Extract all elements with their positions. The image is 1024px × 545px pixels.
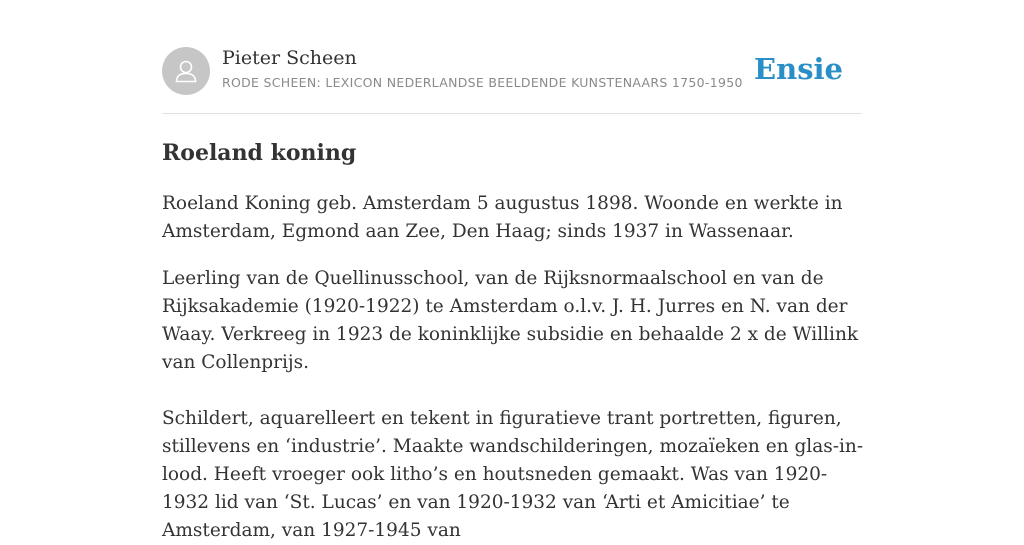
ensie-logo[interactable]: Ensie: [754, 52, 843, 86]
paragraph-2: Leerling van de Quellinusschool, van de Rijksnormaalschool en van de Rijksakademie (1920-1922) te Amsterdam o.l.v. J. H. Jurres en N. van der Waay. Verkreeg in 1923 de koninklijke subsidie en behaalde 2 x de Willink van Collenprijs.: [162, 268, 859, 373]
paragraph-1: Roeland Koning geb. Amsterdam 5 augustus 1898. Woonde en werkte in Amsterdam, Egmond aan Zee, Den Haag; sinds 1937 in Wassenaar.: [162, 193, 843, 242]
avatar[interactable]: [162, 47, 210, 95]
entry-header: [162, 46, 862, 98]
header-divider: [162, 113, 862, 114]
paragraph-3: Schildert, aquarelleert en tekent in figuratieve trant portretten, figuren, stillevens en ‘industrie’. Maakte wandschilderingen, mozaïeken en glas-in-lood. Heeft vroeger ook litho’s en houtsneden gemaakt. Was van 1920-1932 lid van ‘St. Lucas’ en van 1920-1932 van ‘Arti et Amicitiae’ te Amsterdam, van 1927-1945 van: [162, 408, 864, 541]
entry-title: Roeland koning: [162, 140, 357, 166]
source-label[interactable]: RODE SCHEEN: LEXICON NEDERLANDSE BEELDENDE KUNSTENAARS 1750-1950: [222, 75, 743, 90]
author-name[interactable]: Pieter Scheen: [222, 47, 357, 69]
user-icon: [171, 56, 201, 86]
